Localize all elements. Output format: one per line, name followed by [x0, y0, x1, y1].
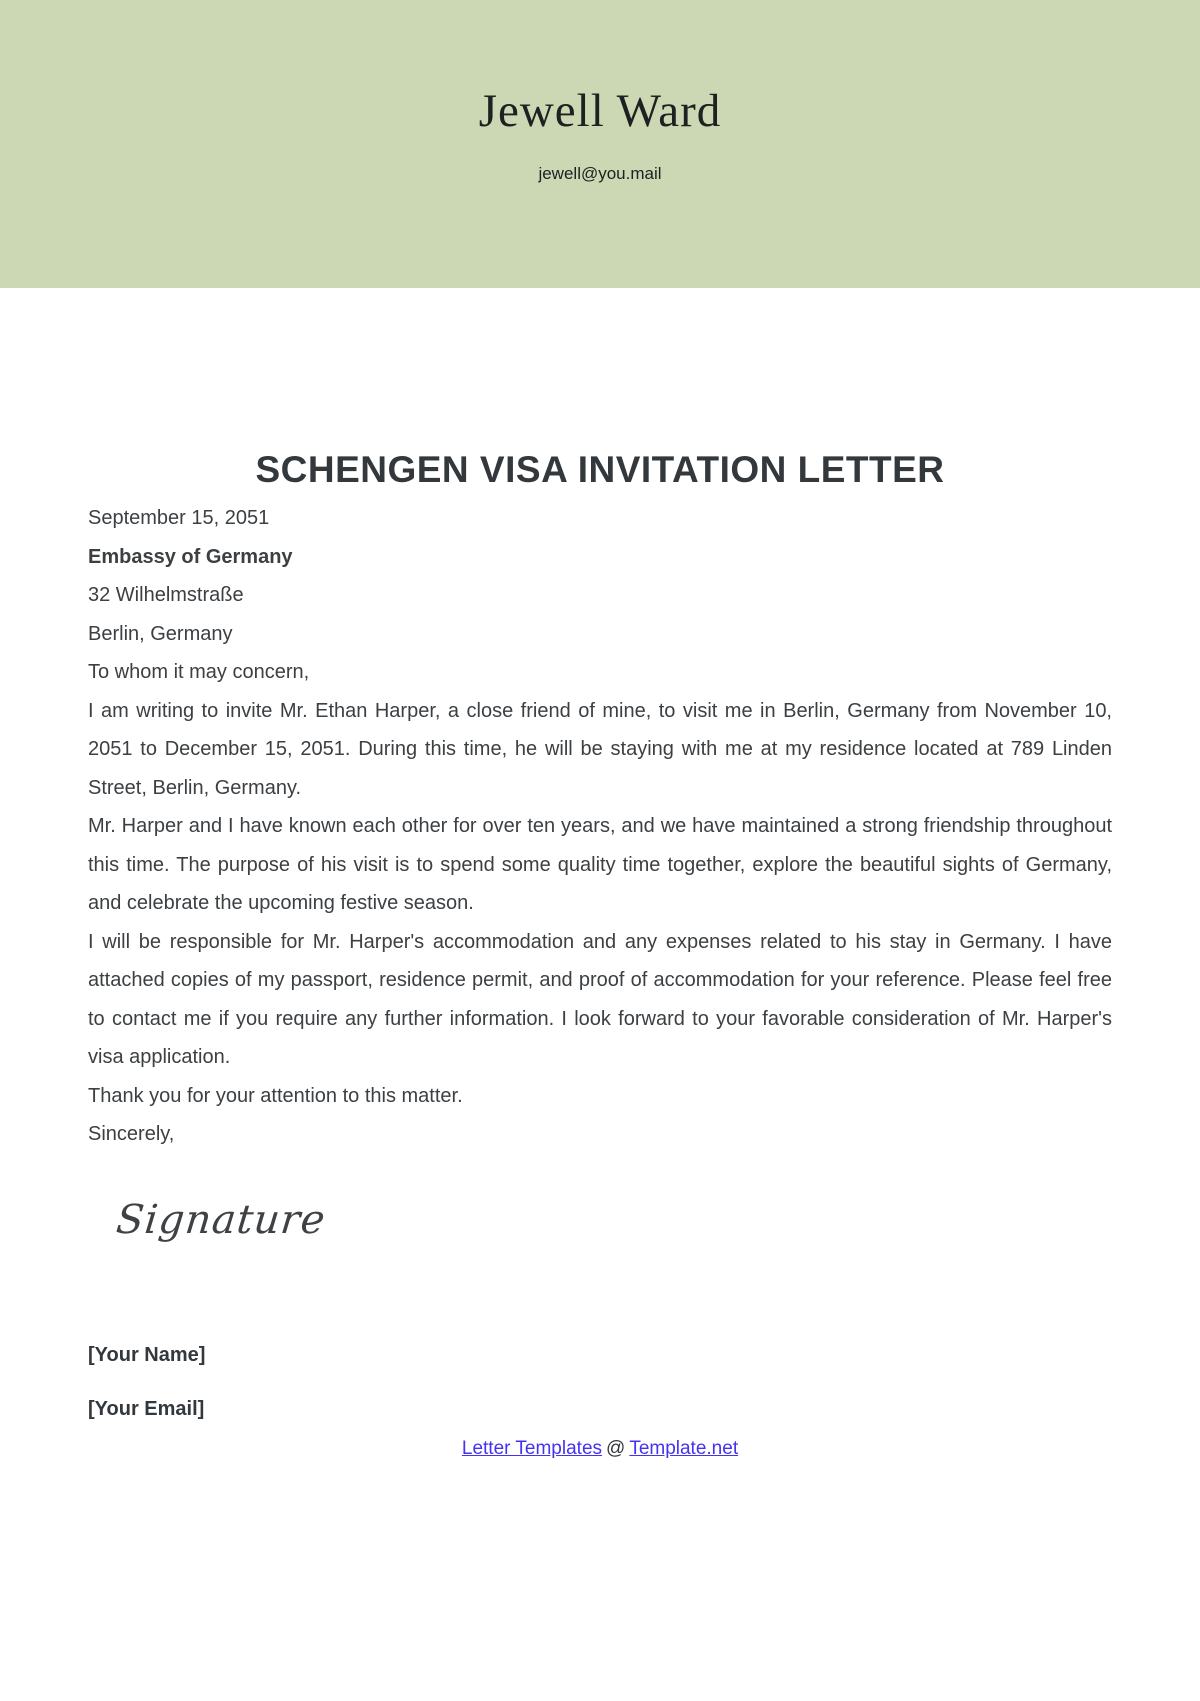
body-paragraph-3: I will be responsible for Mr. Harper's accommodation and any expenses related to his stay in Germany. I have attached copies of my passport, residence permit, and proof of accommodation for your reference. Please feel free to contact me if you require any further information. I look forward to your favorable consideration of Mr. Harper's visa application.: [88, 930, 1112, 1068]
letterhead: [0, 0, 1200, 288]
footer-at-separator: @: [606, 1437, 626, 1459]
salutation: To whom it may concern,: [88, 661, 310, 683]
body-paragraph-2: Mr. Harper and I have known each other for over ten years, and we have maintained a strong friendship throughout this time. The purpose of his visit is to spend some quality time together, explore the beautiful sights of Germany, and celebrate the upcoming festive season.: [88, 815, 1112, 914]
your-name-placeholder: [Your Name]: [88, 1343, 206, 1366]
your-email-placeholder: [Your Email]: [88, 1398, 205, 1420]
letter-templates-link[interactable]: Letter Templates: [461, 1437, 603, 1459]
template-net-link[interactable]: Template.net: [629, 1437, 739, 1459]
closing-signoff: Sincerely,: [88, 1123, 175, 1145]
recipient-street: 32 Wilhelmstraße: [88, 584, 244, 606]
sender-name: Jewell Ward: [478, 85, 722, 137]
closing-thanks: Thank you for your attention to this matter.: [88, 1084, 463, 1107]
signature-script: Signature: [114, 1196, 328, 1243]
letter-title: SCHENGEN VISA INVITATION LETTER: [255, 449, 945, 490]
sender-email: jewell@you.mail: [538, 163, 662, 183]
letter-body: [0, 448, 1200, 1461]
recipient-city: Berlin, Germany: [88, 622, 233, 645]
footer-attribution: [88, 1437, 1112, 1461]
letter-date: September 15, 2051: [88, 507, 270, 529]
recipient-organization: Embassy of Germany: [88, 545, 293, 568]
body-paragraph-1: I am writing to invite Mr. Ethan Harper, a close friend of mine, to visit me in Berlin, Germany from November 10, 2051 to December 15, 2051. During this time, he will be staying with me at my residence located at 789 Linden Street, Berlin, Germany.: [88, 699, 1112, 799]
